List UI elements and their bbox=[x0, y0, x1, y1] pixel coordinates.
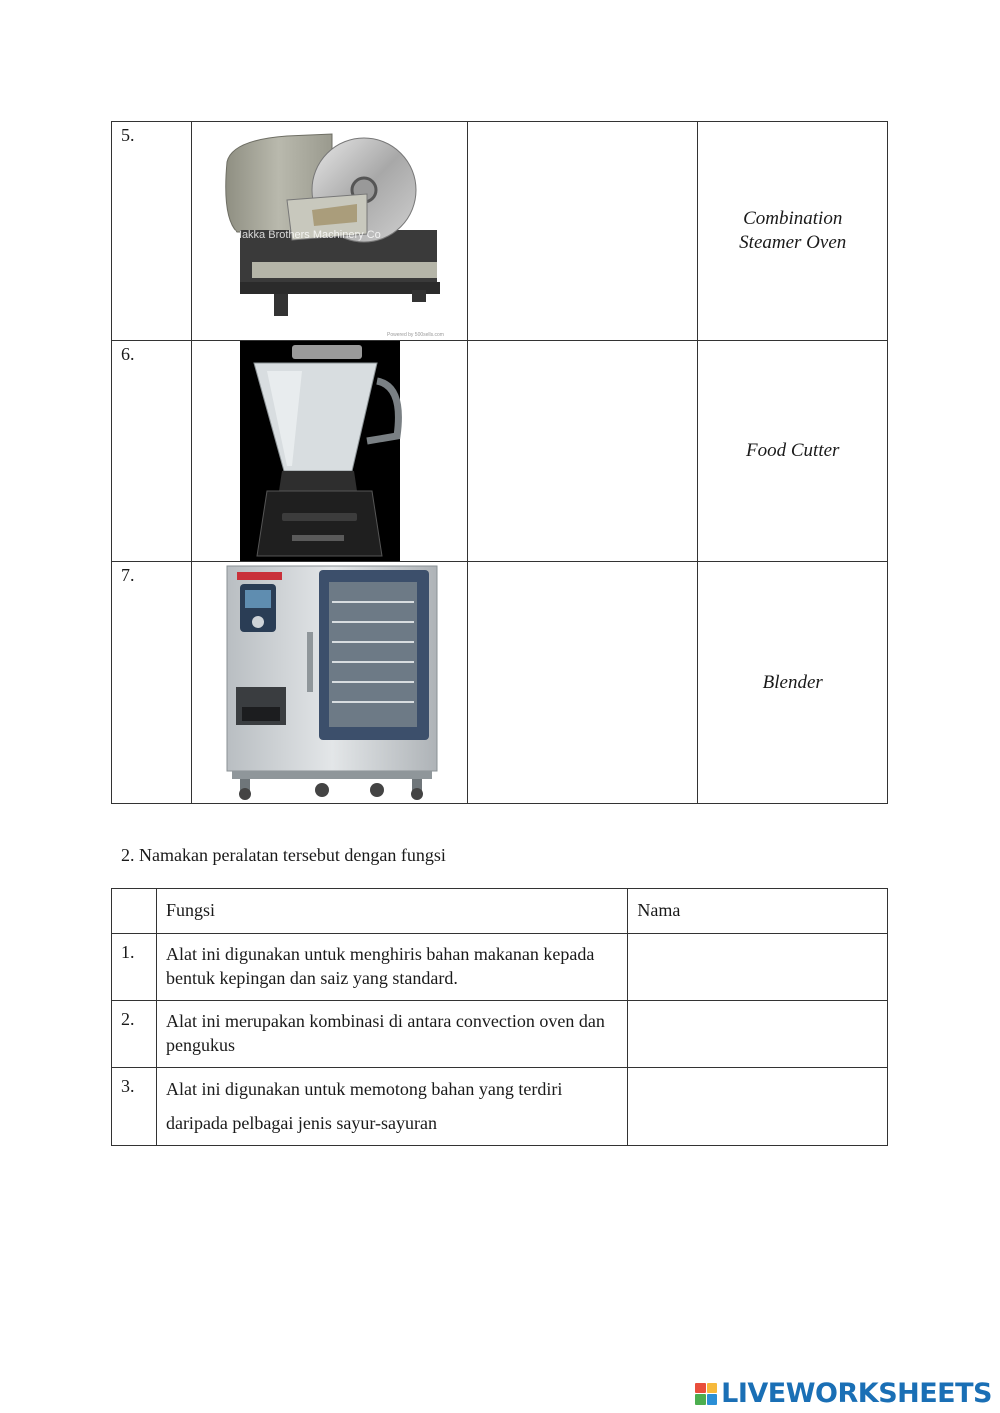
answer-option-cell bbox=[698, 562, 888, 804]
table-header-row bbox=[112, 889, 888, 934]
matching-table bbox=[111, 121, 888, 804]
answer-blank-cell[interactable] bbox=[467, 341, 698, 562]
meat-slicer-image bbox=[192, 122, 467, 340]
table-row bbox=[112, 1001, 888, 1068]
function-table bbox=[111, 888, 888, 1146]
combination-steamer-oven-image-cell bbox=[191, 562, 467, 804]
header-blank bbox=[112, 889, 157, 934]
liveworksheets-logo-icon bbox=[695, 1383, 717, 1405]
table-row bbox=[112, 562, 888, 804]
function-description: Alat ini digunakan untuk menghiris bahan makanan kepada bentuk kepingan dan saiz yang standard. bbox=[156, 934, 627, 1001]
function-description: Alat ini digunakan untuk memotong bahan yang terdiri daripada pelbagai jenis sayur-sayuran bbox=[156, 1068, 627, 1146]
answer-blank-cell[interactable] bbox=[467, 122, 698, 341]
liveworksheets-logo[interactable] bbox=[695, 1378, 992, 1409]
row-number: 5. bbox=[112, 122, 192, 341]
answer-option-cell bbox=[698, 341, 888, 562]
table-row bbox=[112, 341, 888, 562]
row-number: 6. bbox=[112, 341, 192, 562]
name-answer-cell[interactable] bbox=[628, 934, 888, 1001]
name-answer-cell[interactable] bbox=[628, 1001, 888, 1068]
blender-image-cell bbox=[191, 341, 467, 562]
row-number: 2. bbox=[112, 1001, 157, 1068]
answer-blank-cell[interactable] bbox=[467, 562, 698, 804]
meat-slicer-image-cell bbox=[191, 122, 467, 341]
row-number: 1. bbox=[112, 934, 157, 1001]
row-number: 3. bbox=[112, 1068, 157, 1146]
header-fungsi: Fungsi bbox=[156, 889, 627, 934]
image-credit: Powered by 500sells.com bbox=[386, 332, 444, 338]
name-answer-cell[interactable] bbox=[628, 1068, 888, 1146]
watermark-text: Hakka Brothers Machinery Co bbox=[233, 229, 381, 241]
header-nama: Nama bbox=[628, 889, 888, 934]
answer-option-cell bbox=[698, 122, 888, 341]
table-row bbox=[112, 934, 888, 1001]
answer-option[interactable]: Blender bbox=[762, 671, 823, 693]
table-row bbox=[112, 1068, 888, 1146]
question-2-heading: 2. Namakan peralatan tersebut dengan fungsi bbox=[121, 845, 446, 865]
table-row bbox=[112, 122, 888, 341]
combination-steamer-oven-image bbox=[192, 562, 467, 803]
blender-image bbox=[192, 341, 467, 561]
liveworksheets-logo-text: LIVEWORKSHEETS bbox=[721, 1378, 992, 1409]
row-number: 7. bbox=[112, 562, 192, 804]
function-description: Alat ini merupakan kombinasi di antara convection oven dan pengukus bbox=[156, 1001, 627, 1068]
answer-option[interactable]: Food Cutter bbox=[746, 440, 840, 461]
answer-option[interactable]: Combination Steamer Oven bbox=[739, 208, 847, 253]
